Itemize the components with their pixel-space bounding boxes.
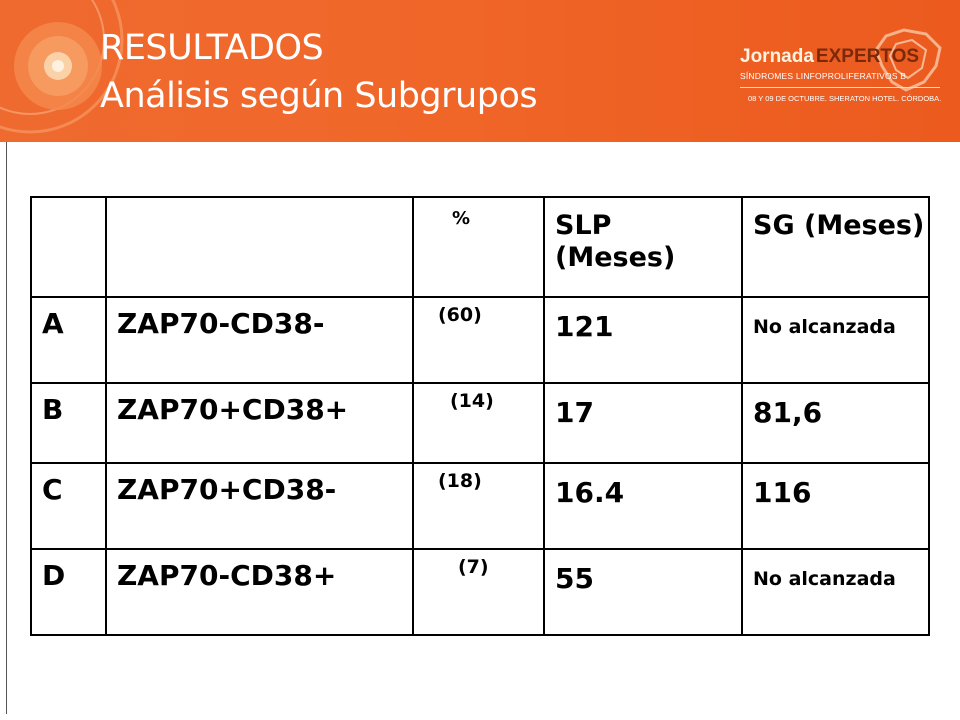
profile-cell: ZAP70+CD38+ [106,383,413,463]
header-cell-percent: % [413,197,544,297]
percent-cell: (7) [413,549,544,635]
header-cell-group [31,197,106,297]
results-table [30,196,930,636]
slide-title [100,24,537,120]
slp-cell: 55 [544,549,742,635]
group-cell: B [31,383,106,463]
group-cell: D [31,549,106,635]
table-row [31,463,929,549]
percent-cell: (14) [413,383,544,463]
sg-cell: No alcanzada [742,549,929,635]
percent-cell: (18) [413,463,544,549]
sg-cell: 81,6 [742,383,929,463]
table-row [31,549,929,635]
logo-expertos: EXPERTOS [815,46,920,67]
slp-cell: 16.4 [544,463,742,549]
table-row [31,297,929,383]
event-logo [716,26,946,110]
slide-header [0,0,960,142]
header-cell-sg: SG (Meses) [742,197,929,297]
header-cell-profile [106,197,413,297]
logo-divider [740,87,940,88]
logo-jornada: Jornada [740,46,814,67]
percent-cell: (60) [413,297,544,383]
slp-cell: 121 [544,297,742,383]
sg-cell: 116 [742,463,929,549]
slide-title-line-2: Análisis según Subgrupos [100,76,538,116]
header-cell-slp: SLP (Meses) [544,197,742,297]
logo-title [740,46,919,68]
left-border-line [6,142,7,714]
profile-cell: ZAP70-CD38+ [106,549,413,635]
group-cell: C [31,463,106,549]
group-cell: A [31,297,106,383]
slide-title-line-1: RESULTADOS [100,28,324,68]
logo-subtitle: SÍNDROMES LINFOPROLIFERATIVOS B [740,71,907,81]
table-row [31,383,929,463]
profile-cell: ZAP70+CD38- [106,463,413,549]
table-header-row [31,197,929,297]
profile-cell: ZAP70-CD38- [106,297,413,383]
logo-date: 08 Y 09 DE OCTUBRE. SHERATON HOTEL. CÓRDOBA. [748,94,942,103]
slp-cell: 17 [544,383,742,463]
sg-cell: No alcanzada [742,297,929,383]
